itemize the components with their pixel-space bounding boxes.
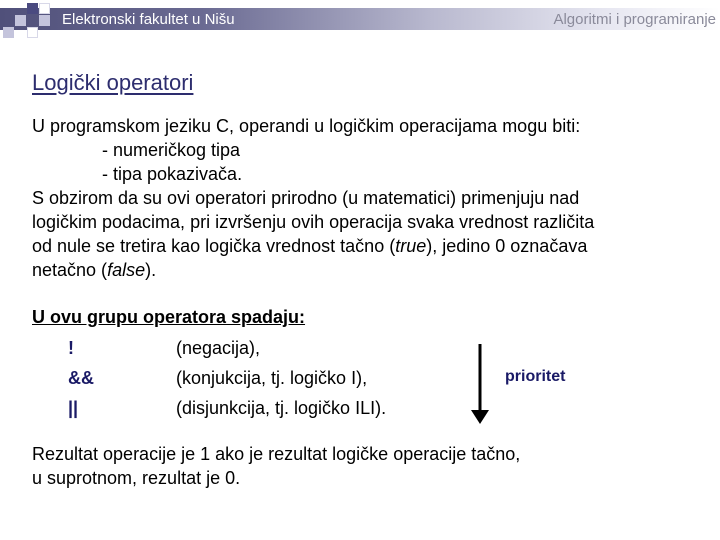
logo-square: [27, 3, 38, 14]
keyword-true: true: [395, 236, 427, 256]
paragraph-line: S obzirom da su ovi operatori prirodno (u matematici) primenjuju nad: [32, 188, 580, 208]
header-institution: Elektronski fakultet u Nišu: [62, 11, 235, 28]
operator-symbol: &&: [68, 368, 94, 388]
header-course: Algoritmi i programiranje: [553, 11, 716, 28]
paragraph-line: [32, 234, 587, 258]
slide-title: Logički operatori: [32, 70, 194, 95]
logo: [0, 0, 60, 50]
operators-group-title: U ovu grupu operatora spadaju:: [32, 307, 306, 327]
paragraph-line: [32, 258, 156, 282]
priority-label: prioritet: [505, 368, 566, 385]
logo-square: [27, 27, 38, 38]
text-segment: od nule se tretira kao logička vrednost tačno (: [32, 236, 396, 256]
logo-square: [39, 3, 50, 14]
intro-text: U programskom jeziku C, operandi u logičkim operacijama mogu biti:: [32, 116, 581, 136]
text-segment: ), jedino 0 označava: [426, 236, 588, 256]
operator-description: (disjunkcija, tj. logičko ILI).: [176, 398, 387, 418]
logo-square: [15, 15, 26, 26]
keyword-false: false: [107, 260, 146, 280]
operator-description: (negacija),: [176, 338, 261, 358]
result-line: u suprotnom, rezultat je 0.: [32, 468, 241, 488]
result-line: Rezultat operacije je 1 ako je rezultat logičke operacije tačno,: [32, 444, 521, 464]
paragraph-line: logičkim podacima, pri izvršenju ovih operacija svaka vrednost različita: [32, 212, 595, 232]
logo-square: [39, 15, 50, 26]
operator-symbol: ||: [68, 398, 79, 418]
text-segment: netačno (: [32, 260, 108, 280]
logo-square: [3, 27, 14, 38]
bullet-numeric: - numeričkog tipa: [102, 140, 241, 160]
operator-description: (konjukcija, tj. logičko I),: [176, 368, 368, 388]
priority-arrow-icon: [468, 344, 492, 424]
text-segment: ).: [145, 260, 157, 280]
bullet-pointer: - tipa pokazivača.: [102, 164, 243, 184]
operator-symbol: !: [68, 338, 74, 358]
